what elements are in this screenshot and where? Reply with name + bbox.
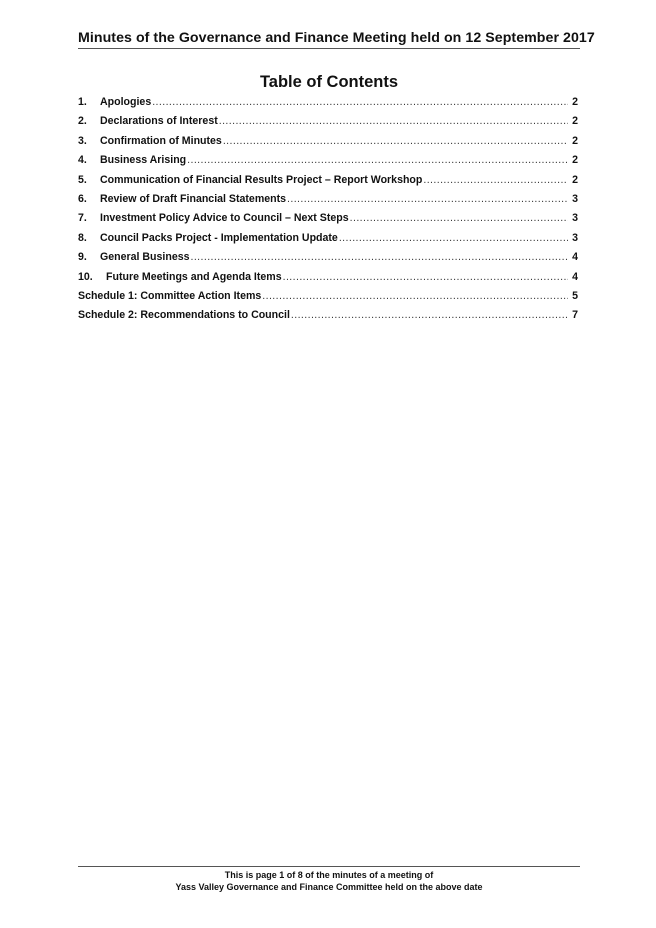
- toc-entry-title[interactable]: Business Arising: [100, 154, 187, 167]
- toc-entry-page[interactable]: 5: [572, 289, 578, 302]
- dot-leader: [262, 290, 568, 302]
- toc-entry-general-business[interactable]: [78, 251, 578, 270]
- toc-heading: Table of Contents: [259, 73, 399, 91]
- toc-entry-page[interactable]: 2: [572, 134, 578, 147]
- header-divider: [78, 48, 580, 49]
- toc-entry-number: 7.: [78, 212, 87, 225]
- dot-leader: [187, 154, 568, 166]
- toc-entry-page[interactable]: 2: [572, 115, 578, 128]
- toc-entry-page[interactable]: 3: [572, 192, 578, 205]
- dot-leader: [339, 232, 568, 244]
- toc-entry-council-packs-project[interactable]: [78, 232, 578, 251]
- footer-committee-line: Yass Valley Governance and Finance Committee held on the above date: [175, 882, 483, 892]
- toc-entry-number: 6.: [78, 192, 87, 205]
- toc-entry-number: 2.: [78, 115, 87, 128]
- toc-entry-title[interactable]: General Business: [100, 251, 190, 264]
- dot-leader: [283, 271, 568, 283]
- toc-entry-number: 3.: [78, 134, 87, 147]
- toc-entry-title[interactable]: Council Packs Project - Implementation Update: [100, 231, 338, 244]
- footer-divider: [78, 866, 580, 867]
- dot-leader: [287, 193, 568, 205]
- page-footer: [78, 869, 580, 893]
- toc-entry-page[interactable]: 3: [572, 231, 578, 244]
- footer-page-count: This is page 1 of 8 of the minutes of a meeting of: [224, 870, 434, 880]
- toc-entry-page[interactable]: 7: [572, 309, 578, 322]
- toc-entry-future-meetings[interactable]: [78, 271, 578, 290]
- toc-entry-title[interactable]: Schedule 2: Recommendations to Council: [78, 309, 290, 322]
- toc-entry-investment-policy-advice[interactable]: [78, 212, 578, 231]
- toc-entry-title[interactable]: Future Meetings and Agenda Items: [106, 270, 282, 283]
- toc-entry-title[interactable]: Confirmation of Minutes: [100, 134, 222, 147]
- toc-entry-schedule-1[interactable]: [78, 290, 578, 309]
- dot-leader: [219, 115, 568, 127]
- toc-entry-title[interactable]: Apologies: [100, 96, 152, 108]
- toc-entry-declarations-of-interest[interactable]: [78, 115, 578, 134]
- toc-entry-number: 10.: [78, 270, 93, 283]
- toc-entry-draft-financial-statements[interactable]: [78, 193, 578, 212]
- toc-entry-page[interactable]: 3: [572, 212, 578, 225]
- dot-leader: [350, 212, 568, 224]
- toc-entry-page[interactable]: 2: [572, 154, 578, 167]
- toc-entry-number: 1.: [78, 96, 87, 108]
- dot-leader: [423, 174, 568, 186]
- toc-entry-number: 9.: [78, 251, 87, 264]
- dot-leader: [223, 135, 568, 147]
- page-header-title: Minutes of the Governance and Finance Meeting held on 12 September 2017: [78, 30, 595, 46]
- dot-leader: [191, 251, 569, 263]
- toc-entry-title[interactable]: Investment Policy Advice to Council – Next Steps: [100, 212, 349, 225]
- toc-entry-financial-results-workshop[interactable]: [78, 174, 578, 193]
- toc-entry-title[interactable]: Schedule 1: Committee Action Items: [78, 289, 262, 302]
- dot-leader: [291, 309, 568, 321]
- toc-entry-title[interactable]: Communication of Financial Results Project – Report Workshop: [100, 173, 423, 186]
- toc-entry-title[interactable]: Review of Draft Financial Statements: [100, 192, 287, 205]
- toc-entry-page[interactable]: 2: [572, 96, 578, 108]
- toc-entry-number: 4.: [78, 154, 87, 167]
- dot-leader: [152, 96, 568, 108]
- toc-entry-confirmation-of-minutes[interactable]: [78, 135, 578, 154]
- toc-entry-business-arising[interactable]: [78, 154, 578, 173]
- table-of-contents: [78, 96, 578, 329]
- toc-entry-schedule-2[interactable]: [78, 309, 578, 328]
- toc-entry-page[interactable]: 4: [572, 251, 578, 264]
- toc-entry-number: 5.: [78, 173, 87, 186]
- toc-entry-apologies[interactable]: [78, 96, 578, 115]
- toc-entry-page[interactable]: 4: [572, 270, 578, 283]
- toc-entry-title[interactable]: Declarations of Interest: [100, 115, 218, 128]
- toc-entry-number: 8.: [78, 231, 87, 244]
- toc-entry-page[interactable]: 2: [572, 173, 578, 186]
